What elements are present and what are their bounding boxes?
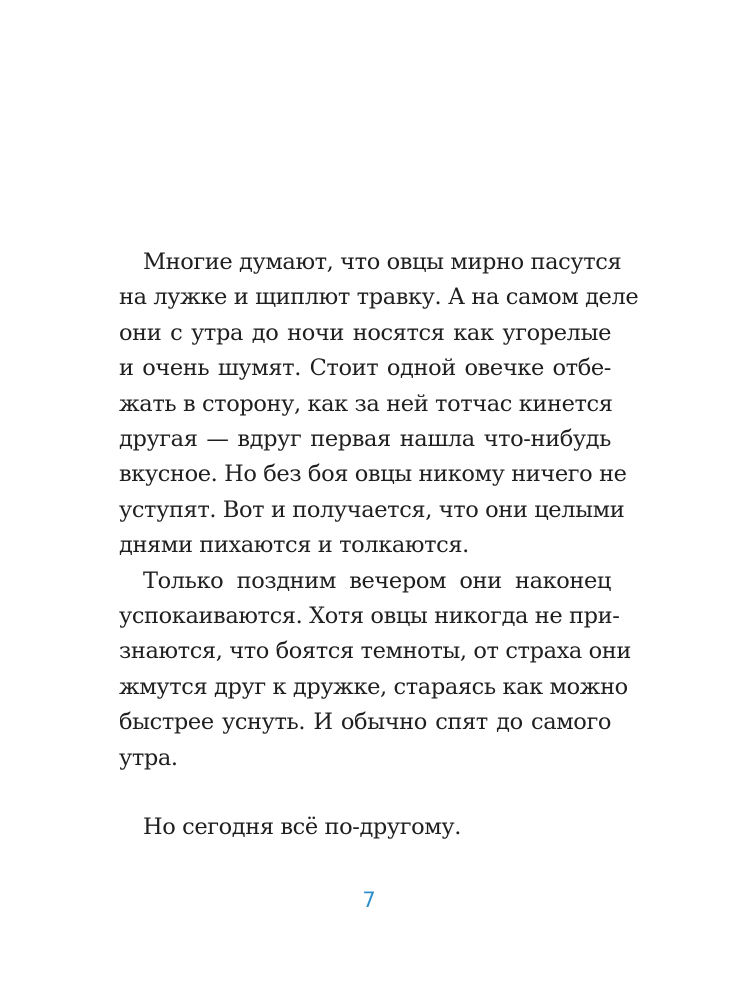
- paragraph-line: на лужке и щиплют травку. А на самом деле: [119, 284, 639, 311]
- page-number: 7: [362, 888, 376, 912]
- paragraph-line: успокаиваются. Хотя овцы никогда не при-: [119, 603, 620, 630]
- paragraph-line: днями пихаются и толкаются.: [119, 532, 469, 559]
- paragraph-line: утра.: [119, 744, 178, 771]
- paragraph-line: другая — вдруг первая нашла что-нибудь: [119, 426, 611, 453]
- paragraph-2: [119, 564, 631, 776]
- paragraph-line: знаются, что боятся темноты, от страха они: [119, 638, 631, 665]
- paragraph-line: быстрее уснуть. И обычно спят до самого: [119, 709, 611, 736]
- paragraph-line: вкусное. Но без боя овцы никому ничего не: [119, 461, 627, 488]
- body-text: [119, 245, 639, 776]
- paragraph-line: Многие думают, что овцы мирно пасутся: [143, 249, 622, 275]
- paragraph-1: [119, 245, 639, 564]
- closing-line: Но сегодня всё по-другому.: [143, 814, 461, 840]
- paragraph-line: жать в сторону, как за ней тотчас кинется: [119, 390, 613, 417]
- paragraph-line: и очень шумят. Стоит одной овечке отбе-: [119, 355, 611, 382]
- paragraph-line: жмутся друг к дружке, стараясь как можно: [119, 673, 628, 700]
- paragraph-line: уступят. Вот и получается, что они целыми: [119, 496, 625, 523]
- paragraph-line: они с утра до ночи носятся как угорелые: [119, 319, 611, 346]
- paragraph-line: Только поздним вечером они наконец: [143, 567, 611, 594]
